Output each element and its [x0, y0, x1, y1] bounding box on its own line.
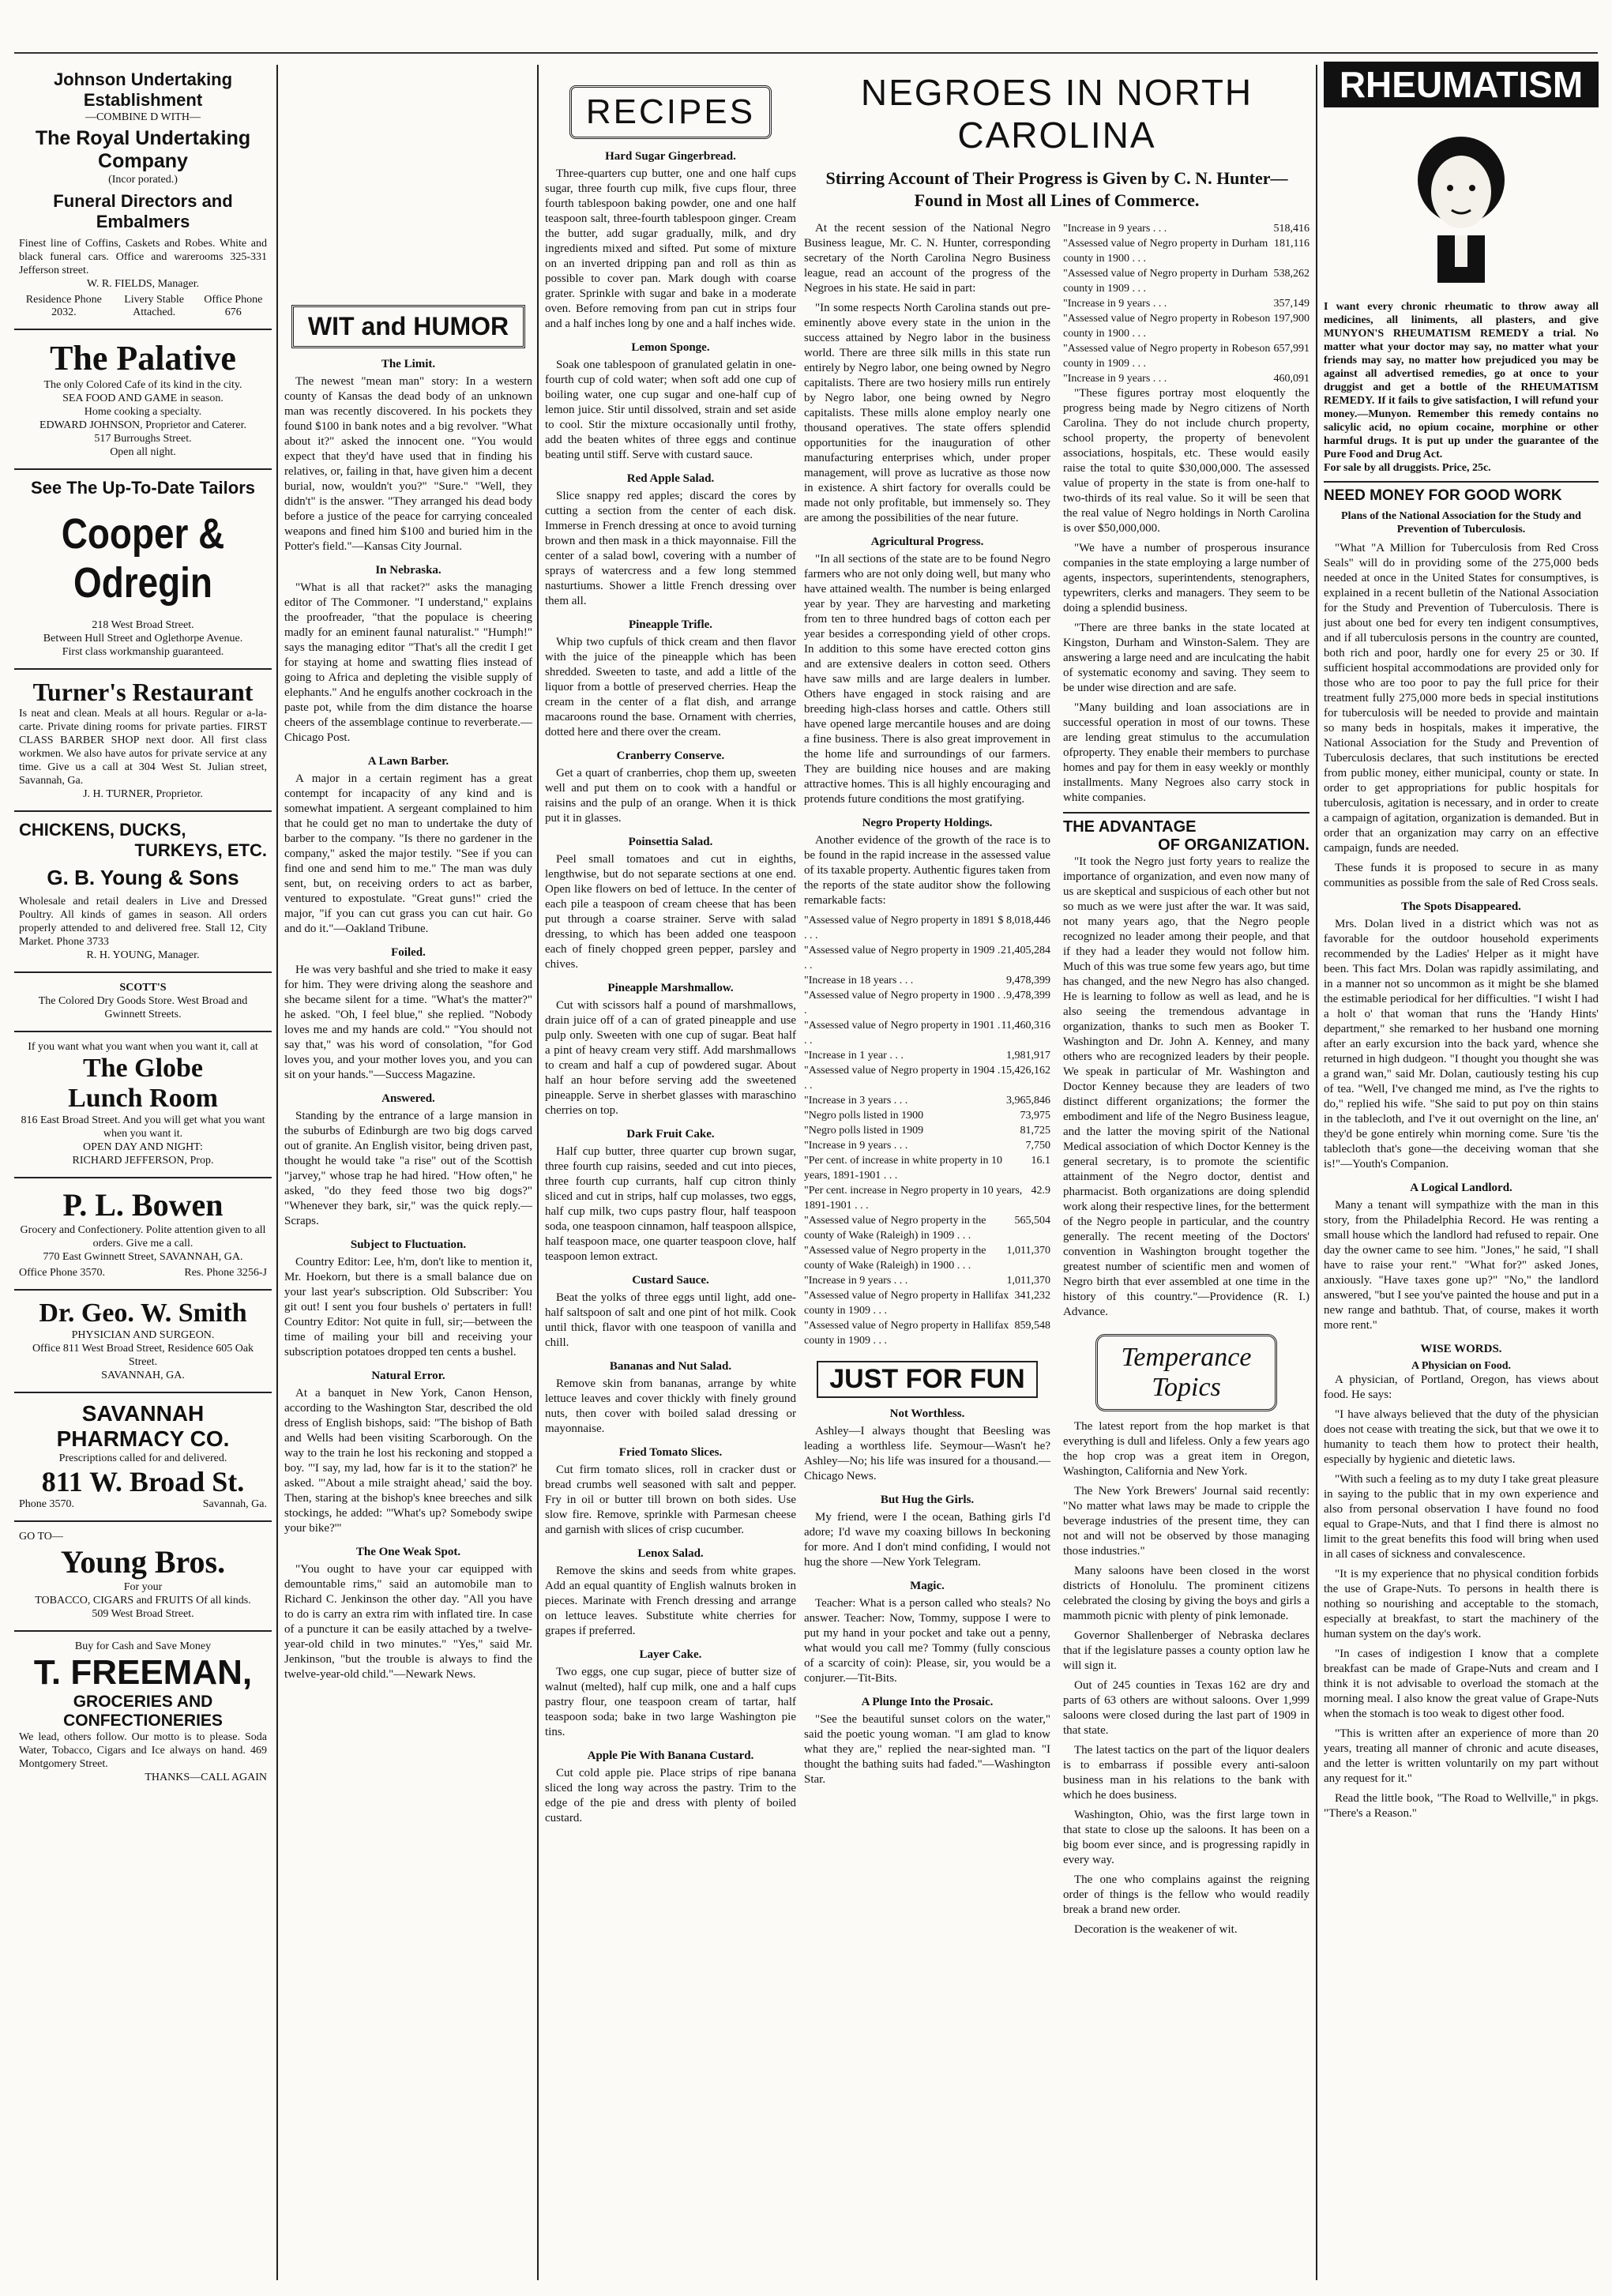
item-heading: Lenox Salad. [637, 1547, 704, 1560]
item-text: Cut cold apple pie. Place strips of ripe banana sliced the long way across the pastry. Trim to the edge of the pie and dress with plenty of boiled custard. [545, 1767, 796, 1824]
stat-row [1063, 296, 1310, 311]
ad-line: Savannah, Ga. [202, 1498, 267, 1510]
ad-body: Wholesale and retail dealers in Live and Dressed Poultry. All kinds of games in season. All orders properly attended to and delivered free. Stall 12, City Market. Phone 3733 [19, 896, 267, 948]
stat-row [804, 1123, 1050, 1138]
stat-value: 565,504 [1014, 1215, 1050, 1227]
item-text: Cut firm tomato slices, roll in cracker dust or bread crumbs well seasoned with salt and pepper. Fry in oil or butter till brown on both sides. Use slow fire. Remove, sprinkle with Parmesan cheese and garnish with slices of crisp cucumber. [545, 1464, 796, 1536]
subhead: A Physician on Food. [1411, 1360, 1512, 1372]
section-title: WIT and HUMOR [291, 305, 525, 348]
stat-row [1063, 236, 1310, 266]
stat-row [804, 988, 1050, 1018]
item-heading: The Limit. [381, 358, 436, 370]
stat-value: 181,116 [1274, 238, 1310, 250]
paragraph: Decoration is the weakener of wit. [1074, 1923, 1238, 1936]
stat-row [804, 1213, 1050, 1243]
stat-value: 3,965,846 [1006, 1095, 1050, 1107]
ad-kicker: Buy for Cash and Save Money [74, 1640, 212, 1652]
ad-kicker: See The Up-To-Date Tailors [30, 478, 255, 498]
stat-value: 1,011,370 [1006, 1245, 1050, 1257]
paragraph: Another evidence of the growth of the race is to be found in the rapid increase in the assessed value of its taxable property. Authentic figures taken from the reports of the state auditor show the following remarkable facts: [804, 834, 1050, 907]
negroes-nc-column [804, 62, 1310, 2280]
stat-label: "Increase in 9 years . . . [1063, 373, 1167, 385]
ads-column [14, 62, 272, 2280]
paragraph: Read the little book, "The Road to Wellville," in pkgs. "There's a Reason." [1324, 1792, 1599, 1820]
item-heading: Answered. [381, 1092, 435, 1105]
paragraph: "It took the Negro just forty years to realize the importance of organization, and even now many of us are skeptical and suspicious of each other but not so much as we were just after the war. It was said, not many years ago, that the Negro people recognized no leader among their people, and that if they had a leader they would not follow him. Much of this was true some few years ago, but time has changed, and the new Negro has also changed. He is learning to follow as well as lead, and he is also seeing the tremendous advantage in organization, thanks to such men as Booker T. Washington and Dr. John A. Kenney, and many others who are recognized leaders by their people. We speak in particular of Mr. Washington and Doctor Kenney because they are leaders of two distinct different organizations; the former the embodiment and life of the Negro Business league, and the latter the moving spirit of the National Medical association of which Doctor Kenney is the general secretary, is to promote the scientific attainment of the Negro doctor, dentist and pharmacist. Both organizations are doing splendid work along their respective lines, for the betterment of the Negro people in particular, and the country generally. The recent meeting of the Doctors' convention in Washington brought together the greatest number of scientific men and women of Negro birth that ever assembled at one time in the history of this country."—Providence (R. I.) Advance. [1063, 855, 1310, 1318]
ad-body: The Colored Dry Goods Store. West Broad and Gwinnett Streets. [38, 995, 248, 1020]
stat-label: "Assessed value of Negro property in the county of Wake (Raleigh) in 1900 . . . [804, 1245, 986, 1272]
ad-line: If you want what you want when you want it, call at [28, 1041, 258, 1053]
stat-row [804, 1093, 1050, 1108]
ad-palative [14, 330, 272, 470]
paragraph: "In some respects North Carolina stands out pre-eminently above every state in the union in the success attained by Negro labor in the business world. There are three silk mills in this state run entirely by Negro labor, one being owned by Negro capitalists. There are two hosiery mills run entirely by Negro labor, one being owned by Negro capitalists. These mills alone employ nearly one thousand operatives. The state offers splendid opportunities for the inauguration of other manufacturing enterprises which, under proper management, will prove as lucrative as those now in existence. A shirt factory for overalls could be made not only profitable, but immensely so. They are among the possibilities of the near future. [804, 302, 1050, 524]
stat-value: 538,262 [1273, 268, 1310, 280]
stat-row [804, 913, 1050, 943]
stat-row [804, 1063, 1050, 1093]
item-text: "See the beautiful sunset colors on the water," said the poetic young woman. "I am glad to know what they are," replied the near-sighted man. "I thought the bathing suits had faded."—Washington Star. [804, 1713, 1050, 1786]
stat-value: 859,548 [1014, 1320, 1050, 1332]
stat-value: 15,426,162 [1001, 1065, 1050, 1077]
paragraph: "Many building and loan associations are in successful operation in most of our towns. These are lending great stimulus to the accumulation ofproperty. They enable their members to purchase homes and pay for them in easy weekly or monthly installments. Many Negroes also carry stock in white companies. [1063, 701, 1310, 804]
item-heading: Custard Sauce. [632, 1274, 709, 1287]
ad-line: SAVANNAH, GA. [101, 1370, 185, 1381]
stat-row [804, 1018, 1050, 1048]
paragraph: Many saloons have been closed in the worst districts of Honolulu. The prominent citizens celebrated the closing by giving the boys and girls a mammoth picnic with plenty of pink lemonade. [1063, 1565, 1310, 1622]
item-text: Soak one tablespoon of granulated gelatin in one-fourth cup of cold water; when soft add one cup of boiling water, one cup sugar and one-half cup of lemon juice. Stir until dissolved, strain and set aside to cool. Stir the mixture occasionally until frothy, add the beaten whites of three eggs and continue beating until stiff. Serve with custard sauce. [545, 359, 796, 461]
ad-line: CHICKENS, DUCKS, [19, 820, 186, 840]
stat-label: "Assessed value of Negro property in 1900 . . . [804, 990, 1006, 1016]
ad-title: SCOTT'S [119, 982, 167, 994]
stat-label: "Per cent. of increase in white property in 10 years, 1891-1901 . . . [804, 1155, 1003, 1182]
item-text: Whip two cupfuls of thick cream and then flavor with the juice of the pineapple which has been shredded. Sweeten to taste, and add a little of the liquor from a bottle of preserved cherries. Heap the cream in the center of a flat dish, and arrange macaroons round the base. Ornament with cherries, dotted here and there over the cream. [545, 636, 796, 738]
ad-phone: Res. Phone 3256-J [184, 1267, 267, 1279]
item-text: The newest "mean man" story: In a western county of Kansas the dead body of an unknown man was recently discovered. In his pockets they found $100 in bank notes and a big revolver. "What about it?" asked the innocent one. "You would expect that they'd have used that in finding his relatives, or, failing in that, have given him a decent burial, now, wouldn't you?" "Sure." "Well, they didn't" is the answer. "They arranged his dead body before a justice of the peace for carrying concealed weapons and fined him $100 and buried him in the Potter's field."—Kansas City Journal. [284, 375, 532, 553]
paragraph: These funds it is proposed to secure in as many communities as possible from the sale of Red Cross seals. [1324, 862, 1599, 889]
ad-body: Finest line of Coffins, Caskets and Robes. White and black funeral cars. Office and warerooms 325-331 Jefferson street. [19, 238, 267, 276]
item-text: Remove skin from bananas, arrange by white lettuce leaves and cover thickly with finely ground nuts, then cover with boiled salad dressing or mayonnaise. [545, 1377, 796, 1435]
ad-line: First class workmanship guaranteed. [62, 646, 224, 658]
item-text: Get a quart of cranberries, chop them up, sweeten well and put them on to cook with a handful or raisins and the pulp of an orange. When it is thick put it in glasses. [545, 767, 796, 825]
ad-title: Young Bros. [60, 1544, 226, 1580]
ad-line: 509 West Broad Street. [92, 1608, 194, 1620]
stat-label: "Per cent. increase in Negro property in 10 years, 1891-1901 . . . [804, 1185, 1023, 1212]
article-left [804, 221, 1050, 1942]
item-text: Half cup butter, three quarter cup brown sugar, three fourth cup raisins, seeded and cut into pieces, three fourth cup currants, half cup citron thinly sliced and cut in strips, half cup molasses, two eggs, half cup milk, two cups pastry flour, half teaspoon soda, one teaspoon cinnamon, half teaspoon allspice, half teaspoon mace, one quarter teaspoon clove, half teaspoon lemon extract. [545, 1145, 796, 1263]
stat-label: "Increase in 9 years . . . [1063, 298, 1167, 310]
paragraph: "These figures portray most eloquently the progress being made by Negro citizens of North Carolina. They do not include church property, school property, the property of benevolent associations, hospitals, etc. These would easily raise the total to quite $30,000,000. The assessed value of property in the state is from one-half to two-thirds of its real value. So it will be seen that the real value of Negro holdings in North Carolina is over $50,000,000. [1063, 387, 1310, 535]
ad-line: 770 East Gwinnett Street, SAVANNAH, GA. [43, 1251, 243, 1263]
temperance-items [1063, 1419, 1310, 1937]
stat-value: 16.1 [1031, 1155, 1050, 1167]
fun-items [804, 1407, 1050, 1787]
stat-row [804, 1138, 1050, 1153]
ad-line: SEA FOOD AND GAME in season. [62, 393, 224, 404]
stat-row [804, 1288, 1050, 1318]
item-text: Three-quarters cup butter, one and one half cups sugar, three fourth cup milk, five cups flour, three fourth tablespoon baking powder, one and one half teaspoon salt, three-fourth tablespoon ginger. Cream the butter, add sugar gradually, milk, and dry ingredients mixed and sifted. Put some of mixture on an inverted dripping pan and roll as thin as possible to cover pan. Mark dough with coarse grater. Sprinkle with sugar and bake in a moderate oven. Before removing from pan cut in strips four and a half inches long by one and a half inches wide. [545, 167, 796, 330]
stat-value: 11,460,316 [1001, 1020, 1050, 1032]
paragraph: "In cases of indigestion I know that a complete breakfast can be made of Grape-Nuts and cream and I think it is not advisable to overload the stomach at the morning meal. I also know the great value of Grape-Nuts when the stomach is too weak to digest other food. [1324, 1648, 1599, 1720]
paragraph: "There are three banks in the state located at Kingston, Durham and Winston-Salem. They are answering a large need and are inculcating the habit of systematic economy and saving. They seem to be under wise direction and are safe. [1063, 622, 1310, 694]
ad-heading: Funeral Directors and Embalmers [53, 191, 233, 231]
stat-label: "Assessed value of Negro property in 1891 . . . [804, 915, 995, 941]
subhead: THE ADVANTAGE [1063, 818, 1197, 836]
item-heading: But Hug the Girls. [880, 1494, 975, 1506]
item-heading: A Lawn Barber. [367, 755, 449, 768]
ad-body: I want every chronic rheumatic to throw away all medicines, all liniments, all plasters, and give MUNYON'S RHEUMATISM REMEDY a trial. No matter what your doctor may say, no matter what your friends may say, no matter how prejudiced you may be against all advertised remedies, go at once to your druggist and get a bottle of the RHEUMATISM REMEDY. If it fails to give satisfaction, I will refund your money.—Munyon. Remember this remedy contains no salicylic acid, no opium cocaine, morphine or other harmful drugs. It is put up under the guarantee of the Pure Food and Drug Act. [1324, 301, 1599, 460]
article-right [1063, 221, 1310, 1942]
recipes-column [545, 62, 796, 2280]
stat-value: 21,405,284 [1001, 945, 1050, 956]
stat-value: 9,478,399 [1006, 990, 1050, 1001]
item-heading: Fried Tomato Slices. [618, 1446, 723, 1459]
section-title: RECIPES [569, 85, 772, 139]
item-text: Slice snappy red apples; discard the cores by cutting a section from the center of each disk. Immerse in French dressing at once to avoid turning brown and then mask in a thick mayonnaise. Fill the center of a salad bowl, covering with a number of sprays of watercress and a few long stemmed nasturtiums. Shower a little French dressing over them all. [545, 490, 796, 607]
stat-row [804, 1153, 1050, 1183]
ad-tailors [14, 470, 272, 670]
article-deck: Stirring Account of Their Progress is Given by C. N. Hunter—Found in Most all Lines of Commerce. [825, 168, 1288, 210]
ad-line: The only Colored Cafe of its kind in the city. [43, 379, 242, 391]
item-text: At a banquet in New York, Canon Henson, according to the Washington Star, described the old dress of English bishops, said: "The bishop of Bath and Wells had been visiting Scarborough. On the way to the train he lost his reckoning and stopped a boy. "'I say, my lad, how far is it to the station?' he asked. "'About a mile straight ahead,' said the boy. Then, staring at the bishop's knee breeches and silk stockings, he added: "'What's up? Somebody swipe your bike?'" [284, 1387, 532, 1535]
wit-items [284, 358, 532, 1682]
stat-label: "Assessed value of Negro property in Robeson county in 1909 . . . [1063, 343, 1271, 370]
paragraph: "We have a number of prosperous insurance companies in the state employing a large number of agents, inspectors, superintendents, stenographers, typewriters, clerks and managers. They seem to be doing a splendid business. [1063, 542, 1310, 614]
paragraph: At the recent session of the National Negro Business league, Mr. C. N. Hunter, corresponding secretary of the North Carolina Negro Business league, read an account of the progress of the Negroes in his state. He said in part: [804, 222, 1050, 295]
item-heading: Pineapple Trifle. [628, 618, 713, 631]
ad-address: 811 W. Broad St. [41, 1466, 245, 1497]
ad-title: Turner's Restaurant [32, 678, 254, 706]
ad-title: Lunch Room [68, 1084, 218, 1113]
ad-body: We lead, others follow. Our motto is to please. Soda Water, Tobacco, Cigars and Ice always on hand. 469 Montgomery Street. [19, 1731, 267, 1770]
ad-bowen [14, 1178, 272, 1291]
subhead: Negro Property Holdings. [862, 817, 993, 829]
stat-label: "Assessed value of Negro property in Hallifax county in 1909 . . . [804, 1320, 1009, 1347]
ad-title: SAVANNAH PHARMACY CO. [56, 1401, 230, 1451]
section-title: Temperance [1121, 1343, 1252, 1372]
item-heading: Not Worthless. [889, 1407, 965, 1420]
stat-label: "Increase in 1 year . . . [804, 1050, 904, 1062]
ad-subtext: —COMBINE D WITH— [85, 111, 201, 123]
ad-line: PHYSICIAN AND SURGEON. [71, 1329, 215, 1341]
subhead: WISE WORDS. [1420, 1343, 1502, 1355]
stat-value: 1,011,370 [1006, 1275, 1050, 1287]
stat-row [1063, 266, 1310, 296]
paragraph: A physician, of Portland, Oregon, has views about food. He says: [1324, 1373, 1599, 1401]
stat-label: "Assessed value of Negro property in Hallifax county in 1909 . . . [804, 1290, 1009, 1317]
stat-label: "Assessed value of Negro property in 1901 . . . [804, 1020, 1001, 1047]
item-heading: Red Apple Salad. [626, 472, 715, 485]
ad-phone: Phone 3570. [19, 1498, 74, 1510]
stat-row [1063, 311, 1310, 341]
stat-label: "Negro polls listed in 1900 [804, 1110, 924, 1122]
right-column [1324, 62, 1599, 2280]
paragraph: The one who complains against the reigning order of things is the fellow who would readily break a brand new order. [1063, 1873, 1310, 1916]
ad-line: Home cooking a specialty. [84, 406, 202, 418]
ad-title: The Palative [50, 339, 236, 378]
ad-smith [14, 1291, 272, 1393]
ad-line: For sale by all druggists. Price, 25c. [1324, 462, 1491, 474]
paragraph: The latest report from the hop market is that everything is dull and lifeless. Only a few years ago the hop crop was a great item in Oregon, Washington, California and New York. [1063, 1420, 1310, 1478]
ad-heading: GROCERIES AND CONFECTIONERIES [63, 1693, 223, 1730]
item-text: Remove the skins and seeds from white grapes. Add an equal quantity of English walnuts broken in pieces. Marinate with French dressing and arrange on lettuce leaves. Substitute white cherries for grapes if preferred. [545, 1565, 796, 1637]
paragraph: Mrs. Dolan lived in a district which was not as favorable for the outdoor household experiments recommended by the Ladies' Helper as it might have been. This fact Mrs. Dolan was rapidly assimilating, and in a manner not so uncommon as it might be she blamed the estimable periodical for her difficulties. "I wisht I had a holt o' that woman that runs the 'Handy Hints' department," she remarked to her husband one morning after an early excursion into the back yard, whence she returned in high dudgeon. "I thought you thought she was a grand wan," said Mr. Dolan, cautiously testing his cup of tea. "Well, I've changed me mind, as I've the rights to do," replied his wife. "She said to put poy on thin stains in the tablecloth, and I've it out overnight on the line, an' they'd be gone entirely whin morning come. Sure 'tis the tablecloth that's gone—the deceiving woman that she is!"—Youth's Companion. [1324, 918, 1599, 1171]
stat-label: "Assessed value of Negro property in Durham county in 1900 . . . [1063, 238, 1268, 265]
stat-label: "Increase in 9 years . . . [804, 1140, 908, 1152]
ad-line: For your [123, 1581, 163, 1593]
stat-row [804, 1108, 1050, 1123]
item-heading: Cranberry Conserve. [616, 750, 725, 762]
paragraph: "What "A Million for Tuberculosis from Red Cross Seals" will do in providing some of the 275,000 beds needed at once in the United States for consumptives, is explained in a recent bulletin of the National Association for the Study and Prevention of Tuberculosis. There is just about one bed for every ten indigent consumptives, and if all tuberculosis persons in the country are counted, both rich and poor, hardly one for every 25 or 30. If sufficient hospital accommodations are provided only for those who are too poor to pay the full price for their treatment fully 275,000 more beds in special institutions for tuberculosis will be needed to provide and maintain so many beds in hospitals, makes it imperative, the National Association for the Study and Prevention of Tuberculosis declares, that such institutions be erected from public money, either municipal, county or state. In order to get appropriations for public hospitals for tuberculosis, agitation is necessary, and in order to create a campaign of agitation, organization is demanded. But in order that an organization may carry on an effective campaign, funds are needed. [1324, 542, 1599, 855]
stat-row [1063, 341, 1310, 371]
stat-value: 1,981,917 [1006, 1050, 1050, 1062]
stat-row [1063, 221, 1310, 236]
paragraph: The latest tactics on the part of the liquor dealers is to embarrass if possible every anti-saloon business man in his relations to the bank with which he does business. [1063, 1744, 1310, 1802]
ad-pharmacy [14, 1393, 272, 1522]
stats-table [1063, 221, 1310, 386]
item-heading: A Plunge Into the Prosaic. [861, 1696, 994, 1708]
item-text: Cut with scissors half a pound of marshmallows, drain juice off of a can of grated pineapple and use pulp only. Sweeten with one cup of sugar. Beat half a pint of heavy cream very stiff. Add marshmallows to cream and half a cup of powdered sugar. About half an hour before serving add the sweetened pineapple. Serve in sherbet glasses with maraschino cherries on top. [545, 999, 796, 1117]
ad-line: Open all night. [110, 446, 176, 458]
subhead: Agricultural Progress. [870, 535, 984, 548]
article-headline: NEGROES IN NORTH CAROLINA [860, 72, 1253, 156]
stat-value: 341,232 [1014, 1290, 1050, 1302]
rheumatism-portrait [1324, 117, 1599, 291]
paragraph: "I have always believed that the duty of the physician does not cease with treating the sick, but that we owe it to humanity to teach them how to protect their health, especially by hygienic and dietetic laws. [1324, 1408, 1599, 1466]
item-text: "You ought to have your car equipped with demountable rims," said an automobile man to Richard C. Jenkinson the other day. "All you have to do is carry an extra rim with inflated tire. In case of a puncture it can be easily attached by a twelve-year-old child in two minutes." "Yes," said Mr. Jenkinson, "but the trouble is always to find the twelve-year-old child."—Newark News. [284, 1563, 532, 1681]
ad-body: Is neat and clean. Meals at all hours. Regular or a-la-carte. Private dining rooms for private parties. FIRST CLASS BARBER SHOP next door. All first class workmen. We also have autos for private service at any time. Give us a call at 304 West St. Julian street, Savannah, Ga. [19, 708, 267, 787]
ad-title: Johnson Undertaking Establishment [53, 70, 233, 110]
item-heading: Bananas and Nut Salad. [609, 1360, 732, 1373]
stat-value: 657,991 [1273, 343, 1310, 355]
item-heading: Subject to Fluctuation. [350, 1238, 467, 1251]
item-heading: Poinsettia Salad. [628, 836, 713, 848]
stat-row [804, 943, 1050, 973]
stat-label: "Assessed value of Negro property in Robeson county in 1900 . . . [1063, 313, 1271, 340]
stat-value: 42.9 [1031, 1185, 1050, 1197]
stat-value: $ 8,018,446 [998, 915, 1050, 926]
ad-line: TURKEYS, ETC. [134, 840, 267, 860]
subhead: A Logical Landlord. [1410, 1182, 1512, 1194]
ad-turner [14, 670, 272, 812]
item-text: Peel small tomatoes and cut in eighths, lengthwise, but do not separate sections at one end. Open like flowers on bed of lettuce. In the center of each pile a teaspoon of cream cheese that has been put through a coarse strainer. Serve with salad dressing, to which has been added one teaspoon each of finely chopped green pepper, parsley and chives. [545, 853, 796, 971]
item-text: Two eggs, one cup sugar, piece of butter size of walnut (melted), half cup milk, one and a half cups pastry flour, one teaspoon cream of tartar, half teaspoon soda; bake in two large Washington pie tins. [545, 1666, 796, 1738]
stat-row [1063, 371, 1310, 386]
ad-note: Livery Stable Attached. [124, 294, 185, 318]
paragraph: Many a tenant will sympathize with the man in this story, from the Philadelphia Record. He was renting a small house which the landlord had refused to repair. One day the owner came to see him. "Jones," he said, "I shall have to raise your rent." "What for?" asked Jones, anxiously. "Have taxes gone up?" "No," the landlord answered, "but I see you've painted the house and put in a new range and bathtub. That, of course, makes it worth more rent." [1324, 1199, 1599, 1332]
stat-label: "Negro polls listed in 1909 [804, 1125, 924, 1137]
column-rule [537, 65, 539, 2280]
top-rule [14, 52, 1598, 54]
ad-scotts [14, 973, 272, 1032]
item-text: Standing by the entrance of a large mansion in the suburbs of Edinburgh are two big dogs carved out of granite. An English visitor, being driven past, thought he would take "a rise" out of the Scottish "jarvey," whose trap he had hired. "How often," he asked, "do they feed those two big dogs?" "Whenever they bark, sir," was the quick reply.—Scraps. [284, 1110, 532, 1227]
wise-items [1324, 1373, 1599, 1821]
ad-phone: Office Phone 676 [204, 294, 263, 318]
section-title: JUST FOR FUN [817, 1361, 1037, 1398]
stat-value: 81,725 [1020, 1125, 1050, 1137]
ad-body: Grocery and Confectionery. Polite attention given to all orders. Give me a call. [20, 1224, 266, 1249]
ad-title: Cooper & Odregin [61, 510, 225, 607]
ad-freeman [14, 1632, 272, 1794]
item-text: My friend, were I the ocean, Bathing girls I'd adore; I'd wave my coaxing billows In beckoning for more. And I don't mind confiding, I would not hug the shore —New York Telegram. [804, 1511, 1050, 1569]
ad-line: GO TO— [19, 1531, 63, 1543]
ad-body: Prescriptions called for and delivered. [58, 1452, 227, 1464]
ad-youngbros [14, 1522, 272, 1632]
item-text: Beat the yolks of three eggs until light, add one-half saltspoon of salt and one pint of hot milk. Cook until thick, flavor with one teaspoon of vanilla and chill. [545, 1291, 796, 1349]
stat-label: "Assessed value of Negro property in 1904 . . . [804, 1065, 1001, 1092]
item-heading: Natural Error. [371, 1370, 445, 1382]
stat-row [804, 1243, 1050, 1273]
ad-line: EDWARD JOHNSON, Proprietor and Caterer. [39, 419, 247, 431]
paragraph: "In all sections of the state are to be found Negro farmers who are not only doing well, but many who have attained wealth. The number is being enlarged year by year. They are harvesting and marketing from ten to three hundred bags of cotton each per year besides a corresponding yield of other crops. In addition to this some have erected cotton gins and are extensive dealers in cotton seed. Others have saw mills and are large dealers in lumber. Others have engaged in stock raising and are breeding high-class horses and cattle. Others still have opened large mercantile houses and are doing a fine business. There is also great improvement in the home life and surroundings of our farmers. They are building nice houses and are making attractive homes. This is all highly encouraging and protends future conditions the most gratifying. [804, 553, 1050, 806]
section-title: Topics [1152, 1373, 1221, 1402]
ad-phone: Residence Phone 2032. [25, 294, 102, 318]
stats-table [804, 913, 1050, 1348]
ad-body: Office 811 West Broad Street, Residence 605 Oak Street. [32, 1343, 254, 1368]
item-text: Teacher: What is a person called who steals? No answer. Teacher: Now, Tommy, suppose I were to put my hand in your pocket and take out a penny, what would you call me? Tommy (fully conscious of a scarcity of coin): Please, sir, you would be a conjurer.—Tit-Bits. [804, 1597, 1050, 1685]
ad-title: T. FREEMAN, [33, 1653, 253, 1692]
item-heading: Magic. [910, 1580, 945, 1592]
portrait-illustration [1382, 117, 1540, 291]
stat-row [804, 1273, 1050, 1288]
column-rule [276, 65, 278, 2280]
subhead: The Spots Disappeared. [1401, 900, 1521, 913]
stat-value: 73,975 [1020, 1110, 1050, 1122]
article-headline: NEED MONEY FOR GOOD WORK [1324, 487, 1562, 504]
paragraph: "With such a feeling as to my duty I take great pleasure in saying to the public that in my own experience and also from personal observation I have found no food equal to Grape-Nuts, and that I find there is almost no limit to the great benefits this food will bring when used in all cases of sickness and convalescence. [1324, 1473, 1599, 1561]
ad-line: R. H. YOUNG, Manager. [86, 949, 200, 961]
paragraph: The New York Brewers' Journal said recently: "No matter what laws may be made to cripple the beverage industries of the present time, they can not and will not be observed by those managing those industries." [1063, 1485, 1310, 1558]
stat-value: 518,416 [1273, 223, 1310, 235]
item-text: Ashley—I always thought that Beesling was leading a worthless life. Seymour—Wasn't he? Ashley—No; his life was insured for a thousand.—Chicago News. [804, 1425, 1050, 1482]
paragraph: Governor Shallenberger of Nebraska declares that if the legislature passes a county option law he will sign it. [1063, 1629, 1310, 1672]
item-heading: Hard Sugar Gingerbread. [605, 150, 736, 163]
ad-title: RHEUMATISM [1324, 62, 1599, 107]
column-rule [1316, 65, 1317, 2280]
ad-line: THANKS—CALL AGAIN [145, 1772, 267, 1783]
stat-label: "Increase in 9 years . . . [1063, 223, 1167, 235]
ad-line: 218 West Broad Street. [92, 619, 194, 631]
paragraph: Washington, Ohio, was the first large town in that state to close up the saloons. It has been on a big boom ever since, and is progressing rapidly in every way. [1063, 1809, 1310, 1866]
ad-subtext: (Incor porated.) [108, 174, 178, 186]
stat-row [804, 1318, 1050, 1348]
item-heading: Apple Pie With Banana Custard. [587, 1749, 754, 1762]
wit-humor-column [284, 300, 532, 2280]
ad-line: Between Hull Street and Oglethorpe Avenue. [43, 633, 243, 644]
stat-label: "Increase in 9 years . . . [804, 1275, 908, 1287]
item-heading: The One Weak Spot. [355, 1546, 461, 1558]
item-heading: Lemon Sponge. [631, 341, 710, 354]
ad-line: 517 Burroughs Street. [94, 433, 192, 445]
item-heading: In Nebraska. [375, 564, 442, 577]
ad-title: The Globe [82, 1054, 204, 1083]
ad-body: TOBACCO, CIGARS and FRUITS Of all kinds. [35, 1595, 251, 1606]
paragraph: Out of 245 counties in Texas 162 are dry and parts of 63 others are without saloons. Over 1,999 saloons were closed during the last part of 1909 in that state. [1063, 1679, 1310, 1737]
ad-title: P. L. Bowen [62, 1187, 224, 1223]
stat-label: "Increase in 3 years . . . [804, 1095, 908, 1107]
ad-body: 816 East Broad Street. And you will get what you want when you want it. [21, 1114, 265, 1140]
stat-row [804, 1183, 1050, 1213]
item-heading: Pineapple Marshmallow. [607, 982, 734, 994]
ad-title: Dr. Geo. W. Smith [39, 1298, 247, 1328]
stat-value: 9,478,399 [1006, 975, 1050, 986]
stat-value: 460,091 [1273, 373, 1310, 385]
recipe-items [545, 150, 796, 1826]
ad-manager: W. R. FIELDS, Manager. [86, 278, 200, 290]
ad-line: J. H. TURNER, Proprietor. [83, 788, 203, 800]
stat-value: 7,750 [1025, 1140, 1050, 1152]
ad-line: RICHARD JEFFERSON, Prop. [72, 1155, 214, 1167]
item-heading: Layer Cake. [639, 1648, 702, 1661]
item-heading: Foiled. [391, 946, 426, 959]
stat-label: "Assessed value of Negro property in the county of Wake (Raleigh) in 1909 . . . [804, 1215, 986, 1242]
ad-line: OPEN DAY AND NIGHT: [83, 1141, 203, 1153]
paragraph: "This is written after an experience of more than 20 years, treating all manner of chronic and acute diseases, and the letter is written voluntarily on my part without any request for it." [1324, 1727, 1599, 1785]
item-text: "What is all that racket?" asks the managing editor of The Commoner. "I understand," explains the proofreader, "that the populace is cheering madly for an eminent faunal naturalist." "Humph!" says the managing editor "That's all the credit I get for staying at home and swatting flies instead of going to Africa and depleting the visible supply of elephants." And he engulfs another cockroach in the paste pot, while from the dim distance the hoarse cheers of the assemblage continue to reverberate.—Chicago Post. [284, 581, 532, 744]
ad-globe [14, 1032, 272, 1178]
ad-company: The Royal Undertaking Company [35, 127, 251, 172]
subhead: OF ORGANIZATION. [1158, 836, 1310, 854]
stat-row [804, 973, 1050, 988]
ad-title: G. B. Young & Sons [47, 866, 239, 889]
item-text: A major in a certain regiment has a great contempt for incapacity of any kind and is somewhat impatient. A sergeant complained to him that he could get no man to undertake the duty of barber to the company. "Is there no gardener in the company," asked the major testily. "See if you can find one and send him to me." The man was duly sent, but, on receiving orders to act as barber, ventured to expostulate. "Great guns!" cried the major, "if you can cut grass you can cut hair. Go and do it."—Oakland Tribune. [284, 772, 532, 935]
item-text: Country Editor: Lee, h'm, don't like to mention it, Mr. Hoekorn, but there is a small balance due on your last year's subscription. Old Subscriber: You git out! I sent you four bushels o' pertaters in full! Country Editor: Not quite in full, sir;—between the time of mailing your bill and receiving your subscription potatoes dropped ten cents a bushel. [284, 1256, 532, 1358]
stat-label: "Increase in 18 years . . . [804, 975, 914, 986]
stat-value: 357,149 [1273, 298, 1310, 310]
stat-label: "Assessed value of Negro property in Durham county in 1909 . . . [1063, 268, 1268, 295]
item-text: He was very bashful and she tried to make it easy for him. They were driving along the seashore and she became silent for a time. "What's the matter?" he asked. "Oh, I feel blue," she replied. "Nobody loves me and my hands are cold." "You should not say that," was his word of consolation, "for God loves you, and your mother loves you, and you can sit on your hands."—Success Magazine. [284, 964, 532, 1081]
stat-label: "Assessed value of Negro property in 1909 . . . [804, 945, 1001, 971]
ad-phone: Office Phone 3570. [19, 1267, 105, 1279]
stat-row [804, 1048, 1050, 1063]
paragraph: "It is my experience that no physical condition forbids the use of Grape-Nuts. To persons in health there is nothing so nourishing and acceptable to the stomach, especially at breakfast, to start the machinery of the human system on the day's work. [1324, 1568, 1599, 1640]
stat-value: 197,900 [1273, 313, 1310, 325]
article-deck: Plans of the National Association for the Study and Prevention of Tuberculosis. [1341, 510, 1581, 535]
ad-undertaking [14, 62, 272, 330]
ad-young [14, 812, 272, 973]
item-heading: Dark Fruit Cake. [626, 1128, 715, 1140]
